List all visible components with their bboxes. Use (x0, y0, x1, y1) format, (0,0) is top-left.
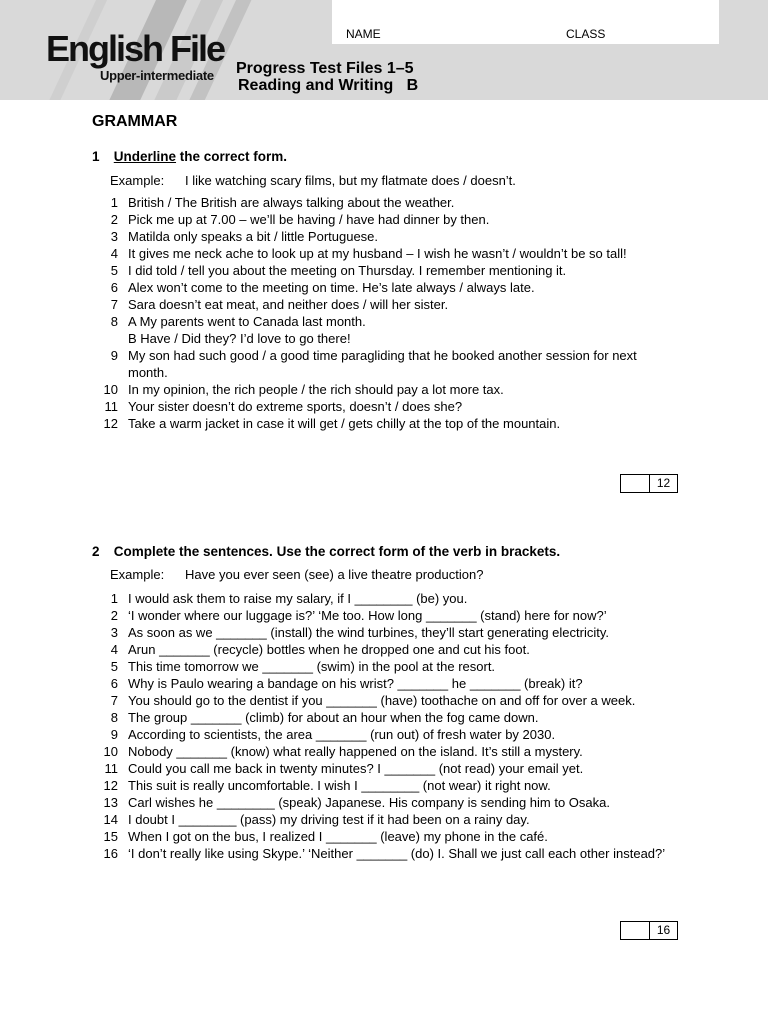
item-number: 6 (110, 280, 118, 295)
question-1-item[interactable] (100, 347, 680, 381)
question-2-item[interactable] (100, 692, 680, 709)
score-blank[interactable] (621, 475, 650, 492)
question-1-item[interactable] (100, 398, 680, 415)
item-text: Arun _______ (recycle) bottles when he dropped one and cut his foot. (128, 642, 530, 657)
question-2-heading (92, 544, 560, 559)
item-number: 3 (110, 229, 118, 244)
question-1-items (100, 194, 680, 432)
question-2-item[interactable] (100, 658, 680, 675)
question-2-item[interactable] (100, 624, 680, 641)
item-number: 11 (104, 761, 118, 776)
item-number: 1 (110, 195, 118, 210)
item-text: Nobody _______ (know) what really happened on the island. It’s still a mystery. (128, 744, 583, 759)
question-2-item[interactable] (100, 845, 680, 862)
question-2-item[interactable] (100, 777, 680, 794)
score-box-2 (620, 921, 678, 940)
score-box-1 (620, 474, 678, 493)
item-text: My son had such good / a good time paragliding that he booked another session for next month. (128, 348, 637, 380)
item-text: According to scientists, the area _______ (run out) of fresh water by 2030. (128, 727, 556, 742)
question-number: 1 (92, 149, 100, 164)
question-2-item[interactable] (100, 743, 680, 760)
instruction-text: Complete the sentences. Use the correct form of the verb in brackets. (113, 544, 561, 559)
class-label: CLASS (566, 27, 606, 41)
question-2-item[interactable] (100, 675, 680, 692)
question-2-item[interactable] (100, 607, 680, 624)
example-sentence: Have you ever seen (see) a live theatre production? (185, 567, 484, 582)
item-text: Your sister doesn’t do extreme sports, doesn’t / does she? (128, 399, 463, 414)
item-number: 3 (110, 625, 118, 640)
question-2-items (100, 590, 680, 862)
item-number: 14 (103, 812, 118, 827)
item-text: Why is Paulo wearing a bandage on his wrist? _______ he _______ (break) it? (128, 676, 583, 691)
item-number: 2 (110, 608, 118, 623)
item-number: 10 (103, 744, 118, 759)
item-text: This suit is really uncomfortable. I wish I ________ (not wear) it right now. (128, 778, 551, 793)
question-1-item[interactable] (100, 211, 680, 228)
item-number: 16 (103, 846, 118, 861)
item-number: 9 (110, 348, 118, 363)
item-number: 12 (103, 416, 118, 431)
item-text: Sara doesn’t eat meat, and neither does / will her sister. (128, 297, 449, 312)
question-2-item[interactable] (100, 709, 680, 726)
item-text: ‘I don’t really like using Skype.’ ‘Neither _______ (do) I. Shall we just call each other instead?’ (128, 846, 666, 861)
item-number: 5 (110, 263, 118, 278)
item-text: I doubt I ________ (pass) my driving test if it had been on a rainy day. (128, 812, 530, 827)
item-number: 7 (110, 297, 118, 312)
logo: English File (46, 28, 225, 69)
item-text: Carl wishes he ________ (speak) Japanese. His company is sending him to Osaka. (128, 795, 610, 810)
question-2-item[interactable] (100, 828, 680, 845)
item-number: 7 (110, 693, 118, 708)
example-sentence: I like watching scary films, but my flatmate does / doesn’t. (185, 173, 516, 188)
question-2-item[interactable] (100, 590, 680, 607)
example-label: Example: (110, 173, 165, 188)
item-number: 4 (110, 246, 118, 261)
item-number: 2 (110, 212, 118, 227)
name-label: NAME (346, 27, 381, 41)
question-1-item[interactable] (100, 194, 680, 211)
item-text: Could you call me back in twenty minutes? I _______ (not read) your email yet. (128, 761, 584, 776)
item-number: 12 (103, 778, 118, 793)
item-text: You should go to the dentist if you _______ (have) toothache on and off for over a week. (128, 693, 636, 708)
item-text: Matilda only speaks a bit / little Portuguese. (128, 229, 379, 244)
item-number: 13 (103, 795, 118, 810)
question-2-item[interactable] (100, 760, 680, 777)
question-2-item[interactable] (100, 794, 680, 811)
item-number: 11 (104, 399, 118, 414)
score-total: 12 (656, 476, 671, 490)
item-text: I did told / tell you about the meeting on Thursday. I remember mentioning it. (128, 263, 567, 278)
item-number: 8 (110, 710, 118, 725)
item-text: Pick me up at 7.00 – we’ll be having / have had dinner by then. (128, 212, 490, 227)
score-total: 16 (656, 923, 671, 937)
item-number: 4 (110, 642, 118, 657)
test-subtitle: Reading and Writing B (238, 77, 419, 94)
question-1-item[interactable] (100, 296, 680, 313)
item-number: 9 (110, 727, 118, 742)
item-number: 10 (103, 382, 118, 397)
item-number: 5 (110, 659, 118, 674)
score-blank[interactable] (621, 922, 650, 939)
item-number: 15 (103, 829, 118, 844)
item-number: 1 (110, 591, 118, 606)
example-label: Example: (110, 567, 165, 582)
question-1-item[interactable] (100, 415, 680, 432)
question-2-example (110, 567, 483, 582)
question-1-item[interactable] (100, 279, 680, 296)
question-1-heading (92, 149, 287, 164)
question-1-item[interactable] (100, 381, 680, 398)
item-text: In my opinion, the rich people / the rich should pay a lot more tax. (128, 382, 504, 397)
item-number: 8 (110, 314, 118, 329)
item-text: Take a warm jacket in case it will get / gets chilly at the top of the mountain. (128, 416, 561, 431)
question-2-item[interactable] (100, 641, 680, 658)
question-2-item[interactable] (100, 726, 680, 743)
question-1-item[interactable] (100, 245, 680, 262)
instruction-text: the correct form. (176, 149, 288, 164)
question-1-example (110, 173, 516, 188)
item-text: The group _______ (climb) for about an hour when the fog came down. (128, 710, 539, 725)
item-text: As soon as we _______ (install) the wind turbines, they’ll start generating electricity. (128, 625, 610, 640)
item-text: I would ask them to raise my salary, if I ________ (be) you. (128, 591, 468, 606)
question-1-item[interactable] (100, 262, 680, 279)
question-1-item[interactable] (100, 228, 680, 245)
question-number: 2 (92, 544, 100, 559)
instruction-underlined: Underline (113, 149, 177, 164)
item-text: When I got on the bus, I realized I _______ (leave) my phone in the café. (128, 829, 548, 844)
item-text: It gives me neck ache to look up at my husband – I wish he wasn’t / wouldn’t be so tall! (128, 246, 627, 261)
item-number: 6 (110, 676, 118, 691)
test-title: Progress Test Files 1–5 (236, 60, 414, 77)
logo-subtitle: Upper-intermediate (100, 68, 214, 83)
section-title: GRAMMAR (92, 113, 178, 130)
item-text: British / The British are always talking about the weather. (128, 195, 455, 210)
header-band (0, 0, 768, 100)
item-text: A My parents went to Canada last month. B Have / Did they? I’d love to go there! (128, 314, 366, 346)
name-class-box[interactable] (332, 0, 719, 44)
item-text: This time tomorrow we _______ (swim) in the pool at the resort. (128, 659, 496, 674)
item-text: Alex won’t come to the meeting on time. He’s late always / always late. (128, 280, 535, 295)
question-2-item[interactable] (100, 811, 680, 828)
question-1-item[interactable] (100, 313, 680, 347)
item-text: ‘I wonder where our luggage is?’ ‘Me too. How long _______ (stand) here for now?’ (128, 608, 607, 623)
